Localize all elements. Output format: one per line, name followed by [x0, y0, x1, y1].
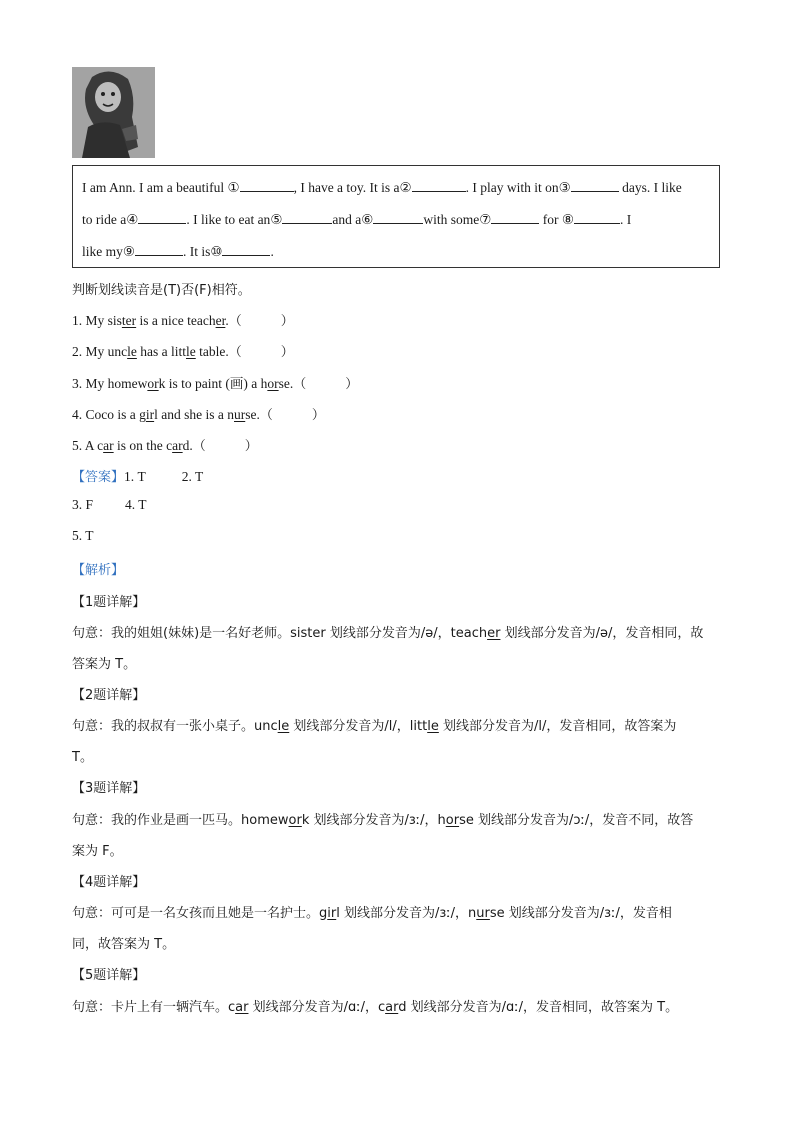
blank-10[interactable] [222, 243, 270, 256]
passage-line-1: I am Ann. I am a beautiful ① , I have a toy. It is a② . I play with it on③ days. I like [82, 180, 682, 195]
blank-6[interactable] [373, 211, 423, 224]
passage-line-2: to ride a④ . I like to eat an⑤ and a⑥ with some⑦ for ⑧ . I [82, 212, 632, 227]
girl-photo [72, 67, 155, 158]
question-4: 4. Coco is a girl and she is a nurse.（ ） [72, 404, 325, 423]
blank-5[interactable] [282, 211, 332, 224]
instruction: 判断划线读音是(T)否(F)相符。 [72, 283, 251, 298]
detail-2-line-1: 句意：我的叔叔有一张小桌子。uncle 划线部分发音为/l/，little 划线部分发音为/l/，发音相同，故答案为 [72, 719, 677, 734]
question-5: 5. A car is on the card.（ ） [72, 435, 258, 454]
detail-1-title: 【1题详解】 [72, 595, 146, 610]
detail-4-line-1: 句意：可可是一名女孩而且她是一名护士。girl 划线部分发音为/ɜː/，nurse 划线部分发音为/ɜː/，发音相 [72, 906, 672, 921]
blank-3[interactable] [571, 179, 619, 192]
blank-8[interactable] [574, 211, 620, 224]
detail-4-title: 【4题详解】 [72, 875, 146, 890]
answer-paren[interactable]: （ ） [259, 408, 325, 423]
answer-paren[interactable]: （ ） [192, 439, 258, 454]
answer-row-3: 5. T [72, 528, 94, 543]
answer-paren[interactable]: （ ） [228, 314, 294, 329]
answer-row-2: 3. F 4. T [72, 497, 147, 512]
detail-3-title: 【3题详解】 [72, 781, 146, 796]
detail-1-line-1: 句意：我的姐姐(妹妹)是一名好老师。sister 划线部分发音为/ə/，teacher 划线部分发音为/ə/，发音相同，故 [72, 626, 704, 641]
detail-4-line-2: 同，故答案为 T。 [72, 937, 176, 952]
analysis-label: 【解析】 [72, 563, 125, 578]
detail-5-title: 【5题详解】 [72, 968, 146, 983]
blank-7[interactable] [491, 211, 539, 224]
detail-3-line-2: 案为 F。 [72, 844, 123, 859]
question-3: 3. My homework is to paint (画) a horse.（ ） [72, 372, 358, 392]
answer-row-1: 【答案】1. T 2. T [72, 469, 204, 485]
blank-2[interactable] [412, 179, 466, 192]
question-2: 2. My uncle has a little table.（ ） [72, 341, 294, 360]
answer-paren[interactable]: （ ） [293, 377, 359, 392]
blank-1[interactable] [240, 179, 294, 192]
detail-3-line-1: 句意：我的作业是画一匹马。homework 划线部分发音为/ɜː/，horse 划线部分发音为/ɔː/，发音不同，故答 [72, 813, 694, 828]
question-1: 1. My sister is a nice teacher.（ ） [72, 310, 294, 329]
blank-4[interactable] [138, 211, 186, 224]
detail-5-line-1: 句意：卡片上有一辆汽车。car 划线部分发音为/ɑː/，card 划线部分发音为/ɑː/，发音相同，故答案为 T。 [72, 1000, 679, 1015]
answer-label: 【答案】 [72, 470, 125, 485]
passage-line-3: like my⑨ . It is⑩ . [82, 244, 274, 259]
detail-2-title: 【2题详解】 [72, 688, 146, 703]
answer-paren[interactable]: （ ） [228, 345, 294, 360]
passage-box [72, 165, 720, 268]
blank-9[interactable] [135, 243, 183, 256]
detail-2-line-2: T。 [72, 750, 93, 765]
detail-1-line-2: 答案为 T。 [72, 657, 137, 672]
